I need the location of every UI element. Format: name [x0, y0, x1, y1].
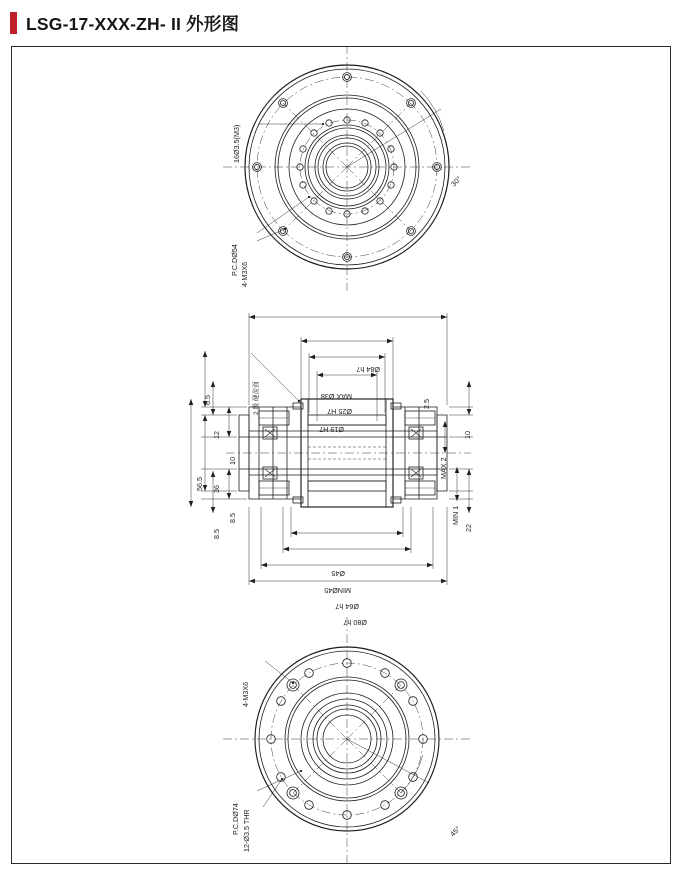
svg-text:MAX 2: MAX 2 [439, 457, 448, 479]
svg-text:6.5: 6.5 [203, 395, 212, 405]
svg-text:Ø64 h7: Ø64 h7 [335, 602, 359, 611]
view-rear-face [223, 617, 471, 863]
svg-text:P.C.DØ54: P.C.DØ54 [230, 244, 239, 276]
svg-text:MAX Ø38: MAX Ø38 [320, 392, 352, 401]
svg-text:Ø45: Ø45 [331, 569, 345, 578]
svg-text:10: 10 [463, 431, 472, 439]
svg-text:P.C.DØ74: P.C.DØ74 [231, 803, 240, 835]
svg-text:22: 22 [464, 524, 473, 532]
svg-text:8.5: 8.5 [212, 529, 221, 539]
section-dimensions [189, 313, 473, 585]
svg-text:Ø19 H7: Ø19 H7 [319, 425, 344, 434]
technical-drawing [12, 47, 670, 863]
section-view-labels [195, 365, 473, 627]
svg-text:MINØ45: MINØ45 [324, 586, 351, 595]
svg-text:8.5: 8.5 [228, 513, 237, 523]
drawing-frame [11, 46, 671, 864]
header-accent-bar [10, 12, 17, 34]
svg-text:MIN 1: MIN 1 [451, 505, 460, 525]
rear-view-labels [231, 682, 462, 852]
view-cross-section [189, 313, 473, 585]
svg-text:10: 10 [228, 457, 237, 465]
view-front-face [223, 47, 471, 291]
svg-text:30°: 30° [449, 174, 464, 189]
svg-text:45°: 45° [448, 824, 463, 839]
svg-text:4-M3X6: 4-M3X6 [241, 681, 250, 707]
svg-text:4-M3X6: 4-M3X6 [240, 261, 249, 287]
svg-text:12: 12 [212, 431, 221, 439]
svg-text:56.5: 56.5 [195, 477, 204, 491]
svg-text:Ø84 h7: Ø84 h7 [356, 365, 380, 374]
svg-text:2.5: 2.5 [422, 399, 431, 409]
svg-text:16Ø3.5(M3): 16Ø3.5(M3) [232, 124, 241, 163]
page-header [0, 0, 682, 46]
svg-text:Ø25 H7: Ø25 H7 [327, 407, 352, 416]
svg-text:36: 36 [212, 485, 221, 493]
page-title: LSG-17-XXX-ZH- II 外形图 [26, 13, 240, 34]
svg-text:12-Ø3.5 THR: 12-Ø3.5 THR [242, 809, 251, 852]
svg-text:Ø80 h7: Ø80 h7 [343, 618, 367, 627]
svg-text:2 级 硬齿面: 2 级 硬齿面 [253, 381, 260, 415]
